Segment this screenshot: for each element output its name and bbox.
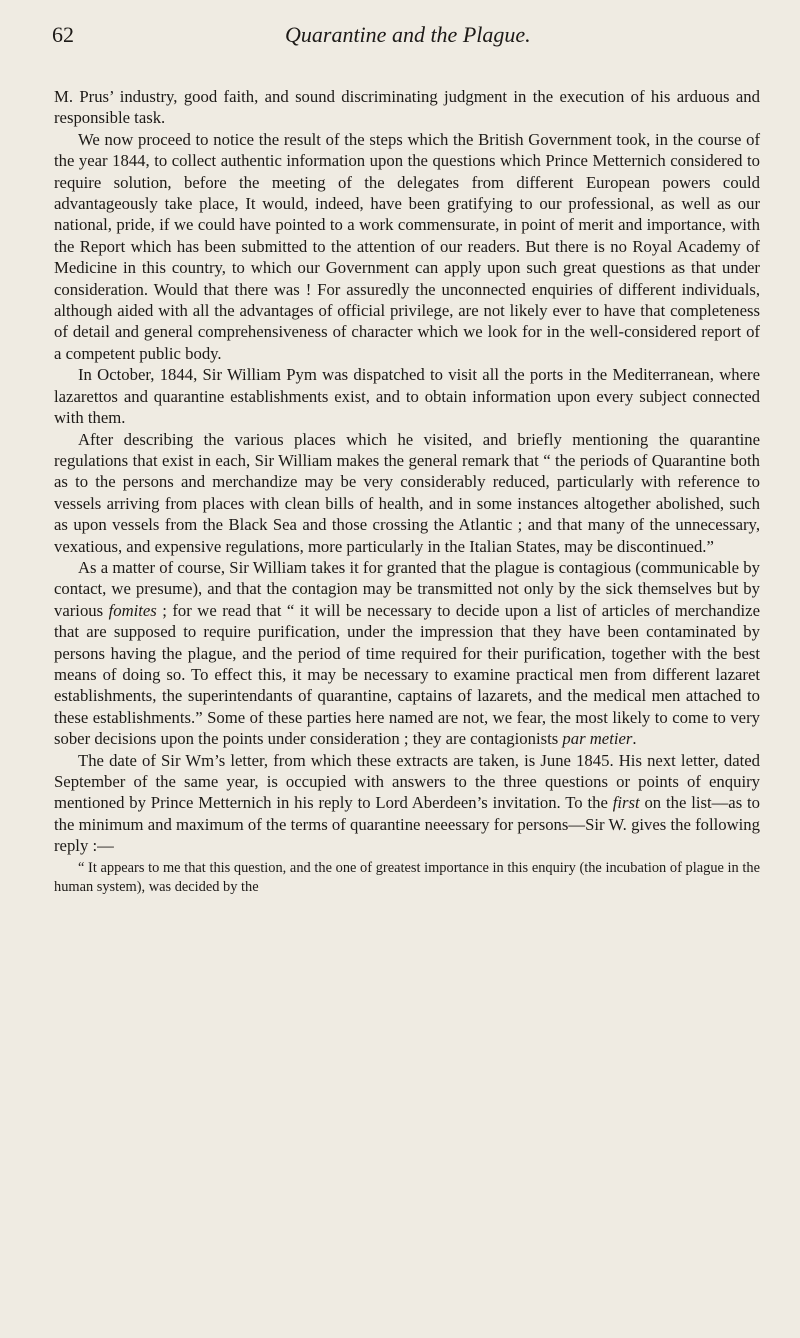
text-run: . [632,729,637,749]
paragraph [54,364,760,428]
italic-text: fomites [108,600,157,620]
text-run: M. Prus’ industry, good faith, and sound discriminating judgment in the execution of his arduous and responsible task. [54,87,760,128]
text-run: We now proceed to notice the result of the steps which the British Government took, in the course of the year 1844, to collect authentic information upon the questions which Prince Metternich considered to require solution, before the meeting of the delegates from different European powers could advantageously take place, It would, indeed, have been gratifying to our professional, as well as our national, pride, if we could have pointed to a work commensurate, in point of merit and importance, with the Report which has been submitted to the attention of our readers. But there is no Royal Academy of Medicine in this country, to which our Government can apply upon such great questions as that under consideration. Would that there was ! For assuredly the unconnected enquiries of different individuals, although aided with all the advantages of official privilege, are not likely ever to have that completeness of detail and general comprehensiveness of character which we look for in the well-considered report of a competent public body. [54,129,760,363]
paragraph [54,429,760,557]
paragraph [54,129,760,364]
italic-text: par metier [562,729,633,749]
running-title: Quarantine and the Plague. [285,22,531,47]
page-number: 62 [52,22,74,47]
italic-text: first [612,793,640,813]
text-run: In October, 1844, Sir William Pym was dispatched to visit all the ports in the Mediterranean, where lazarettos and quarantine establishments exist, and to obtain information upon every subject connected with them. [54,365,760,428]
text-run: “ It appears to me that this question, and the one of greatest importance in this enquiry (the incubation of plague in the human system), was decided by the [54,859,760,895]
text-run: As a matter of course, Sir William takes it for granted that the plague is contagious (communicable by contact, we presume), and that the contagion may be transmitted not only by the sick themselves but by various [54,557,760,620]
paragraph [54,86,760,129]
text-run: After describing the various places which he visited, and briefly mentioning the quarantine regulations that exist in each, Sir William makes the general remark that “ the periods of Quarantine both as to the persons and merchandize may be very considerably reduced, particularly with reference to vessels arriving from places with clean bills of health, and in some instances altogether abolished, such as upon vessels from the Black Sea and those crossing the Atlantic ; and that many of the unnecessary, vexatious, and expensive regulations, more particularly in the Italian States, may be discontinued.” [54,429,760,556]
page-header [0,20,800,60]
quoted-paragraph [54,859,760,897]
text-run: The date of Sir Wm’s letter, from which these extracts are taken, is June 1845. His next letter, dated September of the same year, is occupied with answers to the three questions or points of enquiry mentioned by Prince Metternich in his reply to Lord Aberdeen’s invitation. To the [54,750,760,813]
text-run: ; for we read that “ it will be necessary to decide upon a list of articles of merchandize that are supposed to require purification, under the impression that they have been contaminated by persons having the plague, and the period of time required for their purification, together with the best means of doing so. To effect this, it may be necessary to examine practical men from different lazaret establishments, the superintendants of quarantine, captains of lazarets, and the medical men attached to these establishments.” Some of these parties here named are not, we fear, the most likely to come to very sober decisions upon the points under consideration ; they are contagionists [54,600,760,749]
body-text [54,86,760,897]
text-run: on the list—as to the minimum and maximum of the terms of quarantine neeessary for persons—Sir W. gives the following reply :— [54,793,761,856]
paragraph [54,557,760,750]
paragraph [54,750,760,857]
